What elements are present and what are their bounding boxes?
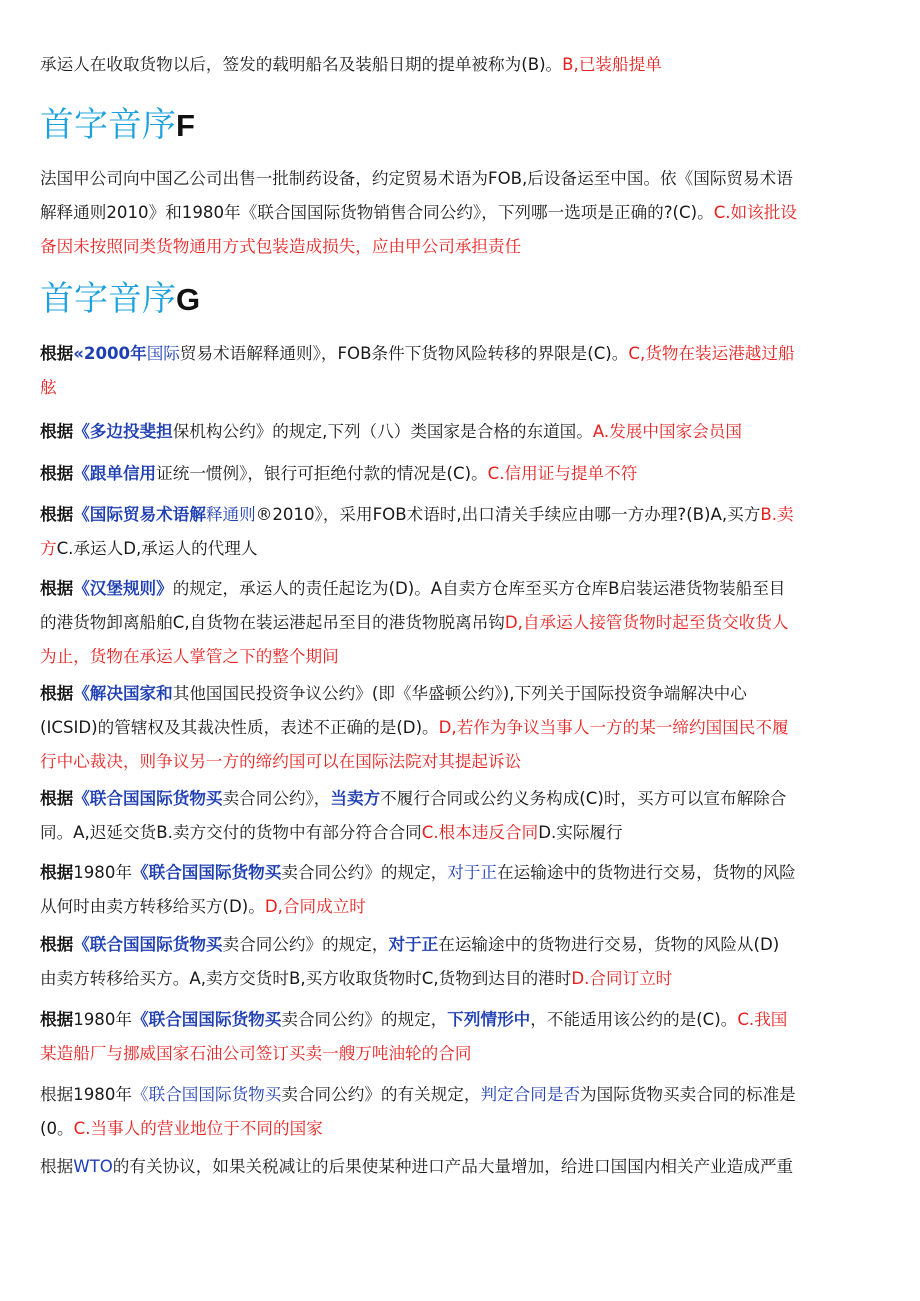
question-text: 解释通则2010》和1980年《联合国国际货物销售合同公约》，下列哪一选项是正确的?(C)。 bbox=[40, 203, 714, 222]
answer-text: C.根本违反合同 bbox=[421, 823, 539, 842]
question-text: 卖合同公约》的有关规定， bbox=[281, 1085, 481, 1104]
question-text: 卖合同公约》的规定， bbox=[222, 935, 389, 954]
highlight-text: 释通则 bbox=[205, 505, 256, 524]
text-line bbox=[40, 782, 888, 816]
qa-entry bbox=[40, 1003, 888, 1071]
text-line bbox=[40, 1078, 888, 1112]
answer-text: 方 bbox=[40, 539, 57, 558]
answer-text: C.信用证与提单不符 bbox=[487, 464, 638, 483]
question-text: 证统一惯例》，银行可拒绝付款的情况是(C)。 bbox=[156, 464, 488, 483]
question-text: 贸易术语解释通则》，FOB条件下货物风险转移的界限是(C)。 bbox=[179, 344, 629, 363]
answer-text: B,已装船提单 bbox=[562, 55, 662, 74]
qa-entry bbox=[40, 415, 888, 449]
answer-text: 舷 bbox=[40, 378, 57, 397]
question-text: 卖合同公约》， bbox=[222, 789, 331, 808]
qa-entry bbox=[40, 928, 888, 996]
qa-entry bbox=[40, 572, 888, 674]
question-text: C.承运人D,承运人的代理人 bbox=[56, 539, 258, 558]
highlight-text: 《联合国国际货物买 bbox=[132, 1085, 282, 1104]
lead-word: 根据 bbox=[40, 579, 74, 598]
question-text: 的港货物卸离船舶C,自货物在装运港起吊至目的港货物脱离吊钩 bbox=[40, 613, 505, 632]
question-text: 卖合同公约》的规定， bbox=[281, 863, 448, 882]
lead-word: 根据 bbox=[40, 863, 74, 882]
text-line bbox=[40, 606, 888, 640]
text-line bbox=[40, 1150, 888, 1184]
text-line bbox=[40, 196, 888, 230]
question-text: 从何时由卖方转移给买方(D)。 bbox=[40, 897, 265, 916]
lead-word: 根据 bbox=[40, 505, 74, 524]
question-text: 保机构公约》的规定,下列（八）类国家是合格的东道国。 bbox=[172, 422, 593, 441]
question-text: 根据1980年 bbox=[40, 1085, 133, 1104]
answer-text: 行中心裁决，则争议另一方的缔约国可以在国际法院对其提起诉讼 bbox=[40, 752, 522, 771]
section-heading-g bbox=[40, 274, 200, 324]
highlight-text: 对于正 bbox=[447, 863, 498, 882]
text-line bbox=[40, 572, 888, 606]
text-line bbox=[40, 928, 888, 962]
question-text: 在运输途中的货物进行交易，货物的风险 bbox=[497, 863, 796, 882]
highlight-text: 对于正 bbox=[388, 935, 439, 954]
question-text: ，不能适用该公约的是(C)。 bbox=[530, 1010, 738, 1029]
qa-entry bbox=[40, 1078, 888, 1146]
question-text: 1980年 bbox=[73, 1010, 133, 1029]
answer-text: C.如该批设 bbox=[713, 203, 797, 222]
highlight-text: 《解决国家和 bbox=[73, 684, 173, 703]
answer-text: 某造船厂与挪威国家石油公司签订买卖一艘万吨油轮的合同 bbox=[40, 1044, 472, 1063]
answer-text: D,合同成立时 bbox=[264, 897, 366, 916]
question-text: 1980年 bbox=[73, 863, 133, 882]
highlight-text: 《跟单信用 bbox=[73, 464, 157, 483]
question-text: 同。A,迟延交货B.卖方交付的货物中有部分符合合同 bbox=[40, 823, 422, 842]
question-text: 由卖方转移给买方。A,卖方交货时B,买方收取货物时C,货物到达目的港时 bbox=[40, 969, 572, 988]
text-line bbox=[40, 1112, 888, 1146]
qa-entry bbox=[40, 48, 888, 82]
lead-word: 根据 bbox=[40, 344, 74, 363]
answer-text: B.卖 bbox=[760, 505, 794, 524]
qa-entry bbox=[40, 337, 888, 405]
answer-text: C.我国 bbox=[737, 1010, 788, 1029]
question-text: (0。 bbox=[40, 1119, 74, 1138]
question-text: 根据 bbox=[40, 1157, 74, 1176]
lead-word: 根据 bbox=[40, 1010, 74, 1029]
text-line bbox=[40, 415, 888, 449]
highlight-text: 当卖方 bbox=[330, 789, 381, 808]
section-heading-f bbox=[40, 100, 195, 150]
answer-text: C,货物在装运港越过船 bbox=[628, 344, 795, 363]
highlight-text: 《联合国国际货物买 bbox=[73, 935, 223, 954]
text-line bbox=[40, 890, 888, 924]
highlight-text: WTO bbox=[73, 1157, 113, 1176]
qa-entry bbox=[40, 162, 888, 264]
qa-entry bbox=[40, 782, 888, 850]
highlight-text: 下列情形中 bbox=[447, 1010, 531, 1029]
heading-label: 首字音序 bbox=[40, 105, 176, 145]
text-line bbox=[40, 677, 888, 711]
heading-letter: F bbox=[176, 108, 195, 143]
qa-entry bbox=[40, 1150, 888, 1184]
qa-entry bbox=[40, 457, 888, 491]
question-text: 其他国国民投资争议公约》(即《华盛顿公约》),下列关于国际投资争端解决中心 bbox=[172, 684, 747, 703]
text-line bbox=[40, 337, 888, 371]
answer-text: 为止，货物在承运人掌管之下的整个期间 bbox=[40, 647, 339, 666]
qa-entry bbox=[40, 856, 888, 924]
question-text: 卖合同公约》的规定， bbox=[281, 1010, 448, 1029]
text-line bbox=[40, 457, 888, 491]
answer-text: A.发展中国家会员国 bbox=[592, 422, 742, 441]
lead-word: 根据 bbox=[40, 789, 74, 808]
lead-word: 根据 bbox=[40, 684, 74, 703]
highlight-text: 《国际贸易术语解 bbox=[73, 505, 206, 524]
answer-text: D,自承运人接管货物时起至货交收货人 bbox=[504, 613, 789, 632]
question-text: 承运人在收取货物以后，签发的载明船名及装船日期的提单被称为(B)。 bbox=[40, 55, 563, 74]
question-text: ®2010》，采用FOB术语时,出口清关手续应由哪一方办理?(B)A,买方 bbox=[255, 505, 761, 524]
highlight-text: 判定合同是否 bbox=[480, 1085, 581, 1104]
highlight-text: 国际 bbox=[146, 344, 180, 363]
text-line bbox=[40, 48, 888, 82]
text-line bbox=[40, 711, 888, 745]
answer-text: D,若作为争议当事人一方的某一缔约国国民不履 bbox=[438, 718, 789, 737]
heading-label: 首字音序 bbox=[40, 279, 176, 319]
text-line: 法国甲公司向中国乙公司出售一批制药设备，约定贸易术语为FOB,后设备运至中国。依《国际贸易术语 bbox=[40, 169, 793, 188]
question-text: (ICSID)的管辖权及其裁决性质，表述不正确的是(D)。 bbox=[40, 718, 439, 737]
lead-word: 根据 bbox=[40, 464, 74, 483]
highlight-text: 《联合国国际货物买 bbox=[73, 789, 223, 808]
answer-text: C.当事人的营业地位于不同的国家 bbox=[73, 1119, 323, 1138]
answer-text: 备因未按照同类货物通用方式包装造成损失，应由甲公司承担责任 bbox=[40, 237, 522, 256]
qa-entry bbox=[40, 677, 888, 779]
question-text: 的规定，承运人的责任起讫为(D)。A自卖方仓库至买方仓库B启装运港货物装船至目 bbox=[172, 579, 786, 598]
text-line bbox=[40, 856, 888, 890]
question-text: D.实际履行 bbox=[538, 823, 623, 842]
lead-word: 根据 bbox=[40, 935, 74, 954]
highlight-text: 《联合国国际货物买 bbox=[132, 863, 282, 882]
qa-entry bbox=[40, 498, 888, 566]
text-line bbox=[40, 816, 888, 850]
highlight-text: «2000年 bbox=[73, 344, 147, 363]
text-line bbox=[40, 1003, 888, 1037]
lead-word: 根据 bbox=[40, 422, 74, 441]
highlight-text: 《多边投斐担 bbox=[73, 422, 173, 441]
question-text: 为国际货物买卖合同的标准是 bbox=[580, 1085, 796, 1104]
question-text: 不履行合同或公约义务构成(C)时，买方可以宣布解除合 bbox=[380, 789, 787, 808]
heading-letter: G bbox=[176, 282, 201, 317]
question-text: 的有关协议，如果关税减让的后果使某种进口产品大量增加，给进口国国内相关产业造成严重 bbox=[112, 1157, 794, 1176]
text-line bbox=[40, 962, 888, 996]
highlight-text: 《联合国国际货物买 bbox=[132, 1010, 282, 1029]
question-text: 在运输途中的货物进行交易，货物的风险从(D) bbox=[438, 935, 780, 954]
highlight-text: 《汉堡规则》 bbox=[73, 579, 173, 598]
text-line bbox=[40, 498, 888, 532]
text-line bbox=[40, 532, 888, 566]
answer-text: D.合同订立时 bbox=[571, 969, 673, 988]
